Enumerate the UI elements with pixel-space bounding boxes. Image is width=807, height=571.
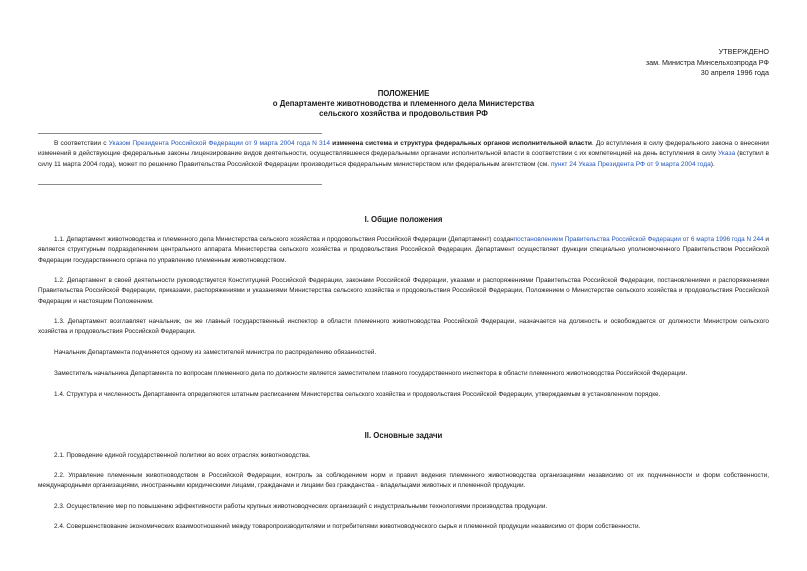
paragraph-text: и является структурным подразделением центрального аппарата Министерства сельского хозяйства и продовольствия Российской Федерации. Департамент осуществляет функции специально уполномоченного Правительством Российской Федерации государственного органа по управлению племенным животноводством. [38,236,769,264]
note-text: (вступил в силу 11 марта 2004 года), может по решению Правительства Российской Федерации производиться федеральным министерством или федеральным агентством (см. [38,150,769,168]
note-bold-text: изменена система и структура федеральных органов исполнительной власти [330,140,592,147]
paragraph-2-4: 2.4. Совершенствование экономических взаимоотношений между товаропроизводителями и потребителями животноводческого сырья и племенной продукции независимо от форм собственности. [54,523,641,530]
editorial-note [38,139,769,170]
paragraph-text: 1.1. Департамент животноводства и племенного дела Министерства сельского хозяйства и продовольствия Российской Федерации (Департамент) создан [54,236,514,243]
section-1-heading: I. Общие положения [364,215,443,224]
document-title-line-2: о Департаменте животноводства и племенного дела Министерства [272,99,535,109]
note-divider-bottom [38,184,322,185]
paragraph-2-1: 2.1. Проведение единой государственной политики во всех отраслях животноводства. [54,452,311,459]
note-divider-top [38,133,322,134]
note-link-decree-314[interactable]: Указом Президента Российской Федерации от 9 марта 2004 года N 314 [108,140,331,147]
approval-signer: зам. Министра Минсельхозпрода РФ [645,57,769,67]
approval-heading: УТВЕРЖДЕНО [718,47,769,56]
document-title-line-3: сельского хозяйства и продовольствия РФ [319,109,488,119]
paragraph-1-4: 1.4. Структура и численность Департамента определяются штатным расписанием Министерства сельского хозяйства и продовольствия Российской Федерации, утверждаемым в установленном порядке. [54,391,661,398]
note-link-decree[interactable]: Указа [717,150,736,158]
paragraph-1-3-a: Начальник Департамента подчиняется одному из заместителей министра по распределению обязанностей. [54,349,377,356]
link-resolution-244[interactable]: постановлением Правительства Российской Федерации от 6 марта 1996 года N 244 [513,236,764,243]
approval-block [646,47,769,79]
section-2-heading: II. Основные задачи [364,431,443,440]
note-text: ). [710,160,715,168]
note-text: В соответствии с [54,140,109,147]
document-title [0,89,807,120]
paragraph-2-2: 2.2. Управление племенным животноводством в Российской Федерации, контроль за соблюдением норм и правил ведения племенного животноводства организациями независимо от их подчиненности и форм собственности, международными организациями, иностранными юридическими лицами, гражданами и лицами без гражданства - владельцами животных и племенной продукции. [38,472,769,490]
paragraph-1-3-b: Заместитель начальника Департамента по вопросам племенного дела по должности является заместителем главного государственного инспектора в области племенного животноводства Российской Федерации. [54,370,688,377]
note-text: . До вступления в силу федерального закона о внесении изменений в действующие федеральные законы лицензирование видов деятельности, осуществлявшееся федеральными органами исполнительной власти в соответствии с их компетенцией на день вступления в силу [38,140,769,158]
paragraph-1-2: 1.2. Департамент в своей деятельности руководствуется Конституцией Российской Федерации, законами Российской Федерации, указами и распоряжениями Правительства Российской Федерации, постановлениями и распоряжениями Правительства Российской Федерации, приказами, распоряжениями и указаниями Министерства сельского хозяйства и продовольствия Российской Федерации, Положением о Министерстве сельского хозяйства и продовольствия Российской Федерации и настоящим Положением. [38,277,769,305]
paragraph-2-3: 2.3. Осуществление мер по повышению эффективности работы крупных животноводческих организаций с индустриальными технологиями производства продукции. [54,503,548,510]
approval-date: 30 апреля 1996 года [700,68,769,77]
note-link-item-24[interactable]: пункт 24 Указа Президента РФ от 9 марта 2004 года [550,160,711,168]
paragraph-1-1 [38,235,769,266]
paragraph-1-3: 1.3. Департамент возглавляет начальник, он же главный государственный инспектор в области племенного животноводства Российской Федерации, назначается на должность и освобождается от должности Министром сельского хозяйства и продовольствия Российской Федерации. [38,318,769,336]
document-title-line-1: ПОЛОЖЕНИЕ [377,89,430,98]
